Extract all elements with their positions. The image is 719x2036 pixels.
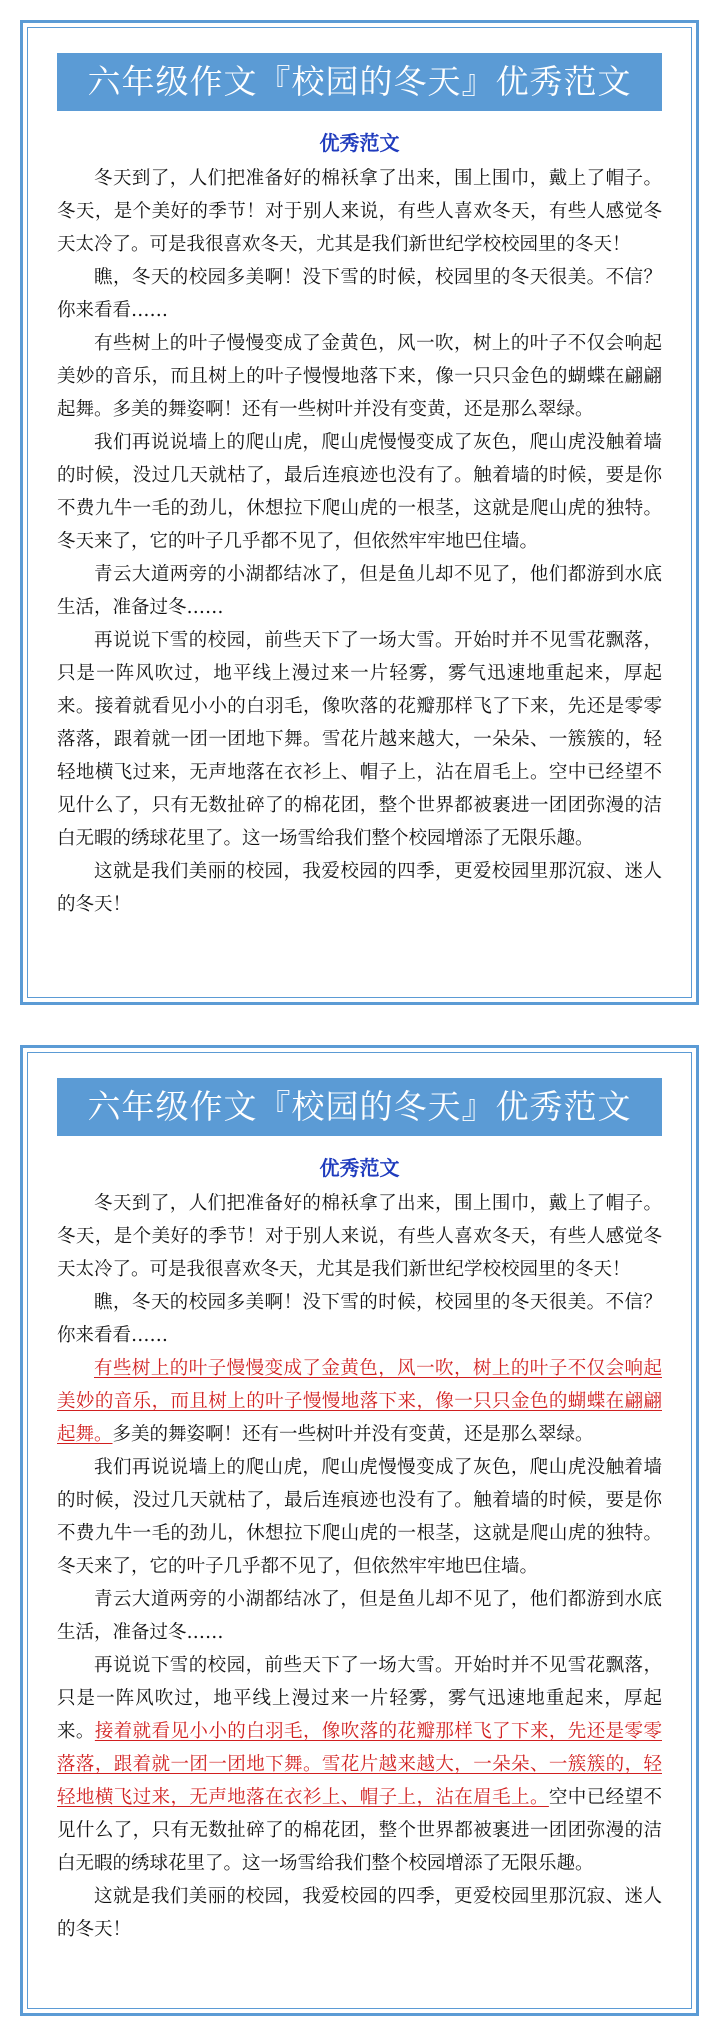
essay-card-2 bbox=[20, 1045, 699, 2016]
text-run: 再说说下雪的校园，前些天下了一场大雪。开始时并不见雪花飘落，只是一阵风吹过，地平线上漫过来一片轻雾，雾气迅速地重起来，厚起来。接着就看见小小的白羽毛，像吹落的花瓣那样飞了下来，先还是零零落落，跟着就一团一团地下舞。雪花片越来越大，一朵朵、一簇簇的，轻轻地横飞过来，无声地落在衣衫上、帽子上，沾在眉毛上。空中已经望不见什么了，只有无数扯碎了的棉花团，整个世界都被裹进一团团弥漫的洁白无暇的绣球花里了。这一场雪给我们整个校园增添了无限乐趣。 bbox=[57, 630, 662, 849]
paragraph-6 bbox=[57, 1649, 662, 1880]
paragraph-6 bbox=[57, 624, 662, 855]
highlighted-sentence: 有些树上的叶子慢慢变成了金黄色，风一吹，树上的叶子不仅会响起美妙的音乐，而且树上的叶子慢慢地落下来，像一只只金色的蝴蝶在翩翩起舞。 bbox=[57, 1358, 662, 1445]
paragraph-2 bbox=[57, 261, 662, 327]
text-run: 这就是我们美丽的校园，我爱校园的四季，更爱校园里那沉寂、迷人的冬天！ bbox=[57, 1886, 662, 1940]
text-run: 青云大道两旁的小湖都结冰了，但是鱼儿却不见了，他们都游到水底生活，准备过冬…… bbox=[57, 1589, 662, 1643]
text-run: 我们再说说墙上的爬山虎，爬山虎慢慢变成了灰色，爬山虎没触着墙的时候，没过几天就枯了，最后连痕迹也没有了。触着墙的时候，要是你不费九牛一毛的劲儿，休想拉下爬山虎的一根茎，这就是爬山虎的独特。冬天来了，它的叶子几乎都不见了，但依然牢牢地巴住墙。 bbox=[57, 432, 662, 552]
paragraph-5 bbox=[57, 1583, 662, 1649]
essay-card-1 bbox=[20, 20, 699, 1005]
highlighted-sentence: 接着就看见小小的白羽毛，像吹落的花瓣那样飞了下来，先还是零零落落，跟着就一团一团地下舞。雪花片越来越大，一朵朵、一簇簇的，轻轻地横飞过来，无声地落在衣衫上、帽子上，沾在眉毛上。 bbox=[57, 1721, 662, 1808]
text-run: 空中已经望不见什么了，只有无数扯碎了的棉花团，整个世界都被裹进一团团弥漫的洁白无暇的绣球花里了。这一场雪给我们整个校园增添了无限乐趣。 bbox=[57, 1787, 662, 1874]
paragraph-3 bbox=[57, 1352, 662, 1451]
paragraph-4 bbox=[57, 426, 662, 558]
text-run: 多美的舞姿啊！还有一些树叶并没有变黄，还是那么翠绿。 bbox=[112, 1424, 594, 1445]
text-run: 冬天到了，人们把准备好的棉袄拿了出来，围上围巾，戴上了帽子。冬天，是个美好的季节！对于别人来说，有些人喜欢冬天，有些人感觉冬天太冷了。可是我很喜欢冬天，尤其是我们新世纪学校校园里的冬天！ bbox=[57, 168, 662, 255]
text-run: 瞧，冬天的校园多美啊！没下雪的时候，校园里的冬天很美。不信？你来看看…… bbox=[57, 267, 662, 321]
paragraph-1 bbox=[57, 1187, 662, 1286]
paragraph-7 bbox=[57, 1880, 662, 1946]
text-run: 青云大道两旁的小湖都结冰了，但是鱼儿却不见了，他们都游到水底生活，准备过冬…… bbox=[57, 564, 662, 618]
paragraph-5 bbox=[57, 558, 662, 624]
text-run: 再说说下雪的校园，前些天下了一场大雪。开始时并不见雪花飘落，只是一阵风吹过，地平线上漫过来一片轻雾，雾气迅速地重起来，厚起来。 bbox=[57, 1655, 662, 1742]
text-run: 我们再说说墙上的爬山虎，爬山虎慢慢变成了灰色，爬山虎没触着墙的时候，没过几天就枯了，最后连痕迹也没有了。触着墙的时候，要是你不费九牛一毛的劲儿，休想拉下爬山虎的一根茎，这就是爬山虎的独特。冬天来了，它的叶子几乎都不见了，但依然牢牢地巴住墙。 bbox=[57, 1457, 662, 1577]
essay-subtitle: 优秀范文 bbox=[319, 131, 400, 155]
essay-title: 六年级作文『校园的冬天』优秀范文 bbox=[57, 53, 662, 111]
paragraph-1 bbox=[57, 162, 662, 261]
text-run: 瞧，冬天的校园多美啊！没下雪的时候，校园里的冬天很美。不信？你来看看…… bbox=[57, 1292, 662, 1346]
text-run: 有些树上的叶子慢慢变成了金黄色，风一吹，树上的叶子不仅会响起美妙的音乐，而且树上的叶子慢慢地落下来，像一只只金色的蝴蝶在翩翩起舞。多美的舞姿啊！还有一些树叶并没有变黄，还是那么翠绿。 bbox=[57, 333, 662, 420]
essay-subtitle: 优秀范文 bbox=[319, 1156, 400, 1180]
paragraph-3 bbox=[57, 327, 662, 426]
text-run: 冬天到了，人们把准备好的棉袄拿了出来，围上围巾，戴上了帽子。冬天，是个美好的季节！对于别人来说，有些人喜欢冬天，有些人感觉冬天太冷了。可是我很喜欢冬天，尤其是我们新世纪学校校园里的冬天！ bbox=[57, 1193, 662, 1280]
paragraph-2 bbox=[57, 1286, 662, 1352]
text-run: 这就是我们美丽的校园，我爱校园的四季，更爱校园里那沉寂、迷人的冬天！ bbox=[57, 861, 662, 915]
paragraph-4 bbox=[57, 1451, 662, 1583]
essay-title: 六年级作文『校园的冬天』优秀范文 bbox=[57, 1078, 662, 1136]
paragraph-7 bbox=[57, 855, 662, 921]
